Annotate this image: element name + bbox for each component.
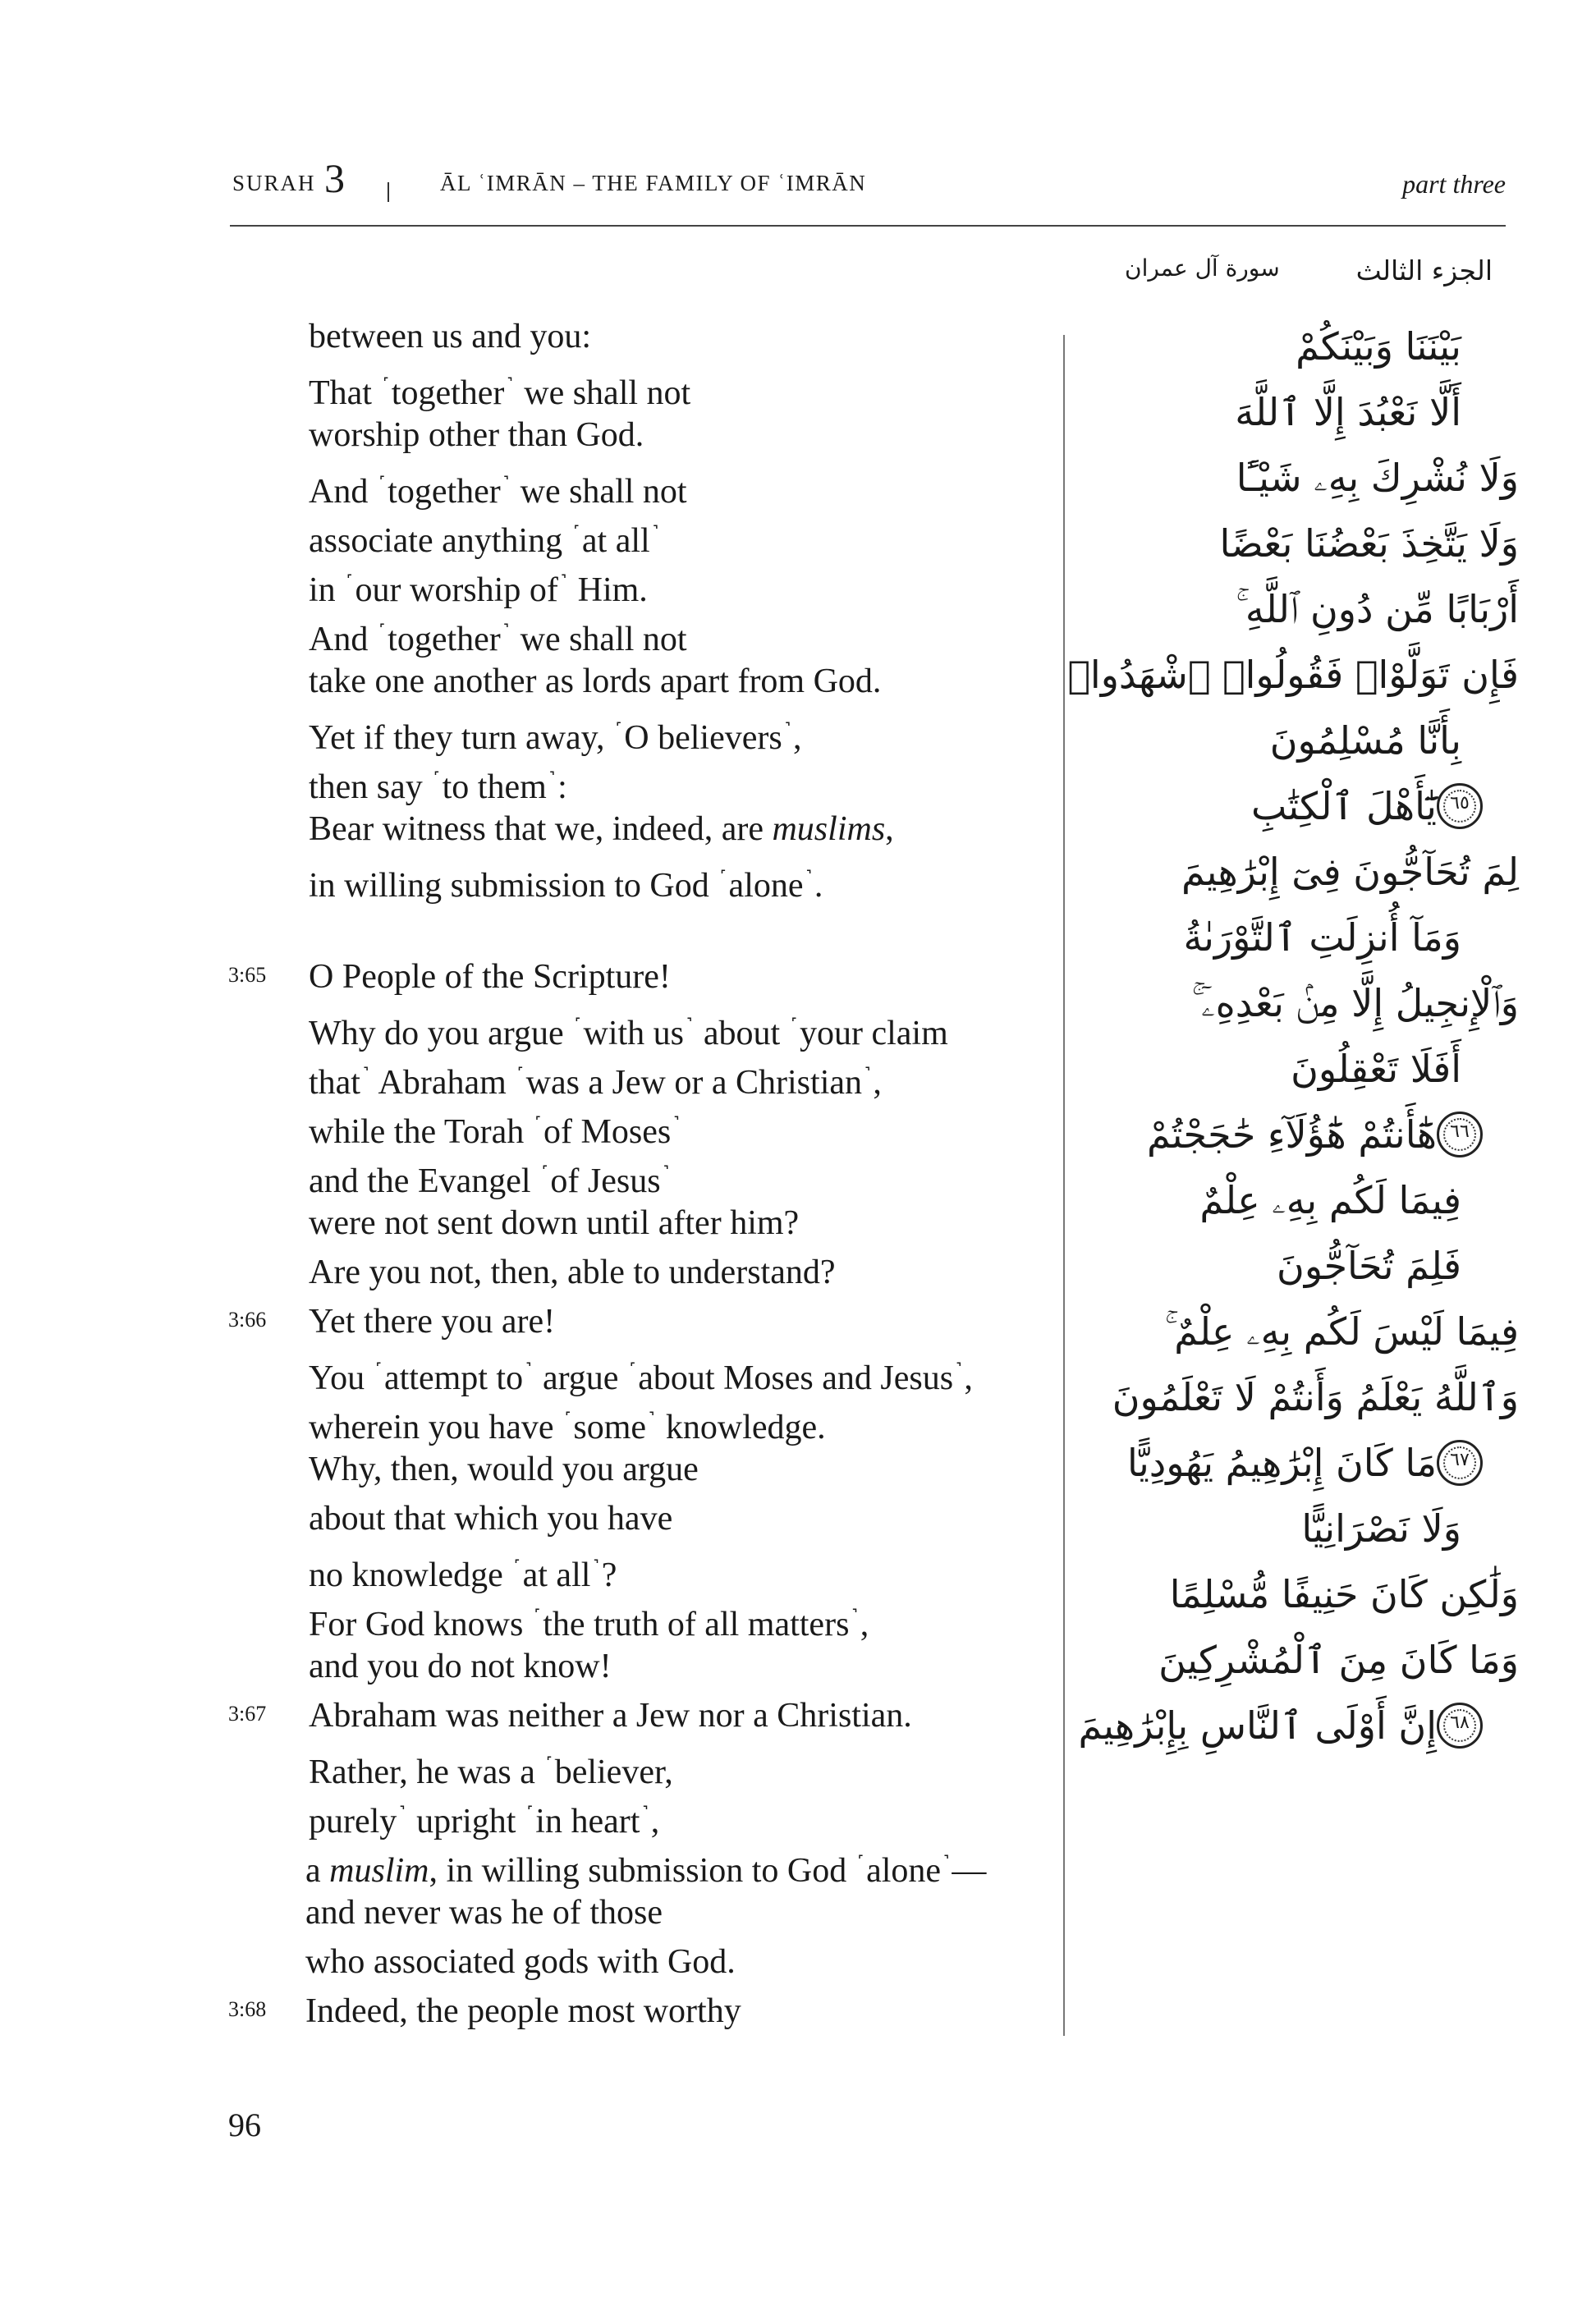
header-separator <box>388 182 389 202</box>
arabic-line: ٦٦ هَٰٓأَنتُمْ هَٰٓؤُلَآءِ حَٰجَجْتُمْ <box>1075 1100 1519 1169</box>
arabic-line: وَلَا نُشْرِكَ بِهِۦ شَيْـًٔا <box>1236 456 1519 500</box>
arabic-line: لِمَ تُحَآجُّونَ فِىٓ إِبْرَٰهِيمَ <box>1181 850 1519 894</box>
header-rule <box>230 225 1506 227</box>
arabic-juz-label: الجزء الثالث <box>1355 254 1493 286</box>
arabic-line: أَرْبَابًا مِّن دُونِ ٱللَّهِ ۚ <box>1236 587 1519 631</box>
arabic-line: ٦٨ إِنَّ أَوْلَى ٱلنَّاسِ بِإِبْرَٰهِيمَ <box>1075 1691 1519 1760</box>
arabic-line: فَإِن تَوَلَّوْا۟ فَقُولُوا۟ ٱشْهَدُوا۟ <box>1067 653 1519 697</box>
part-label: part three <box>1402 169 1506 199</box>
arabic-line: وَلَا يَتَّخِذَ بَعْضُنَا بَعْضًا <box>1219 521 1519 566</box>
arabic-line: فِيمَا لَكُم بِهِۦ عِلْمٌ <box>1199 1178 1461 1222</box>
verse-number: 3:68 <box>228 1997 267 2021</box>
arabic-line: وَمَآ أُنزِلَتِ ٱلتَّوْرَىٰةُ <box>1183 915 1461 960</box>
surah-number: 3 <box>324 155 345 201</box>
verse-end-marker: ٦٧ <box>1437 1440 1483 1486</box>
arabic-line: بِأَنَّا مُسْلِمُونَ <box>1269 718 1461 763</box>
arabic-surah-label: سورة آل عمران <box>1125 254 1280 282</box>
verse-number: 3:67 <box>228 1702 267 1726</box>
arabic-line: وَلَا نَصْرَانِيًّا <box>1301 1506 1461 1551</box>
surah-title: ĀL ʿIMRĀN – THE FAMILY OF ʿIMRĀN <box>440 171 867 195</box>
arabic-line: أَلَّا نَعْبُدَ إِلَّا ٱللَّهَ <box>1235 390 1461 434</box>
surah-label: SURAH <box>232 171 316 195</box>
arabic-line: وَلَٰكِن كَانَ حَنِيفًا مُّسْلِمًا <box>1169 1572 1519 1616</box>
arabic-line: أَفَلَا تَعْقِلُونَ <box>1291 1047 1461 1091</box>
arabic-line: فِيمَا لَيْسَ لَكُم بِهِۦ عِلْمٌ ۚ <box>1164 1309 1519 1354</box>
arabic-line: فَلِمَ تُحَآجُّونَ <box>1277 1244 1461 1288</box>
verse-end-marker: ٦٥ <box>1437 783 1483 829</box>
column-divider <box>1063 335 1065 2036</box>
arabic-line: ٦٧ مَا كَانَ إِبْرَٰهِيمُ يَهُودِيًّا <box>1075 1428 1519 1497</box>
verse-number: 3:65 <box>228 963 267 987</box>
arabic-line: وَٱلْإِنجِيلُ إِلَّا مِنۢ بَعْدِهِۦٓ ۚ <box>1191 981 1519 1025</box>
page-number: 96 <box>228 2106 261 2143</box>
arabic-running-header <box>1100 246 1511 296</box>
running-header <box>0 0 1596 246</box>
arabic-line: بَيْنَنَا وَبَيْنَكُمْ <box>1296 324 1461 369</box>
arabic-line: وَمَا كَانَ مِنَ ٱلْمُشْرِكِينَ <box>1158 1638 1519 1682</box>
arabic-line: ٦٥ يَٰٓأَهْلَ ٱلْكِتَٰبِ <box>1075 772 1519 841</box>
arabic-line: وَٱللَّهُ يَعْلَمُ وَأَنتُمْ لَا تَعْلَمُونَ <box>1112 1375 1519 1419</box>
verse-end-marker: ٦٨ <box>1437 1703 1483 1749</box>
verse-end-marker: ٦٦ <box>1437 1112 1483 1157</box>
verse-number: 3:66 <box>228 1308 267 1332</box>
